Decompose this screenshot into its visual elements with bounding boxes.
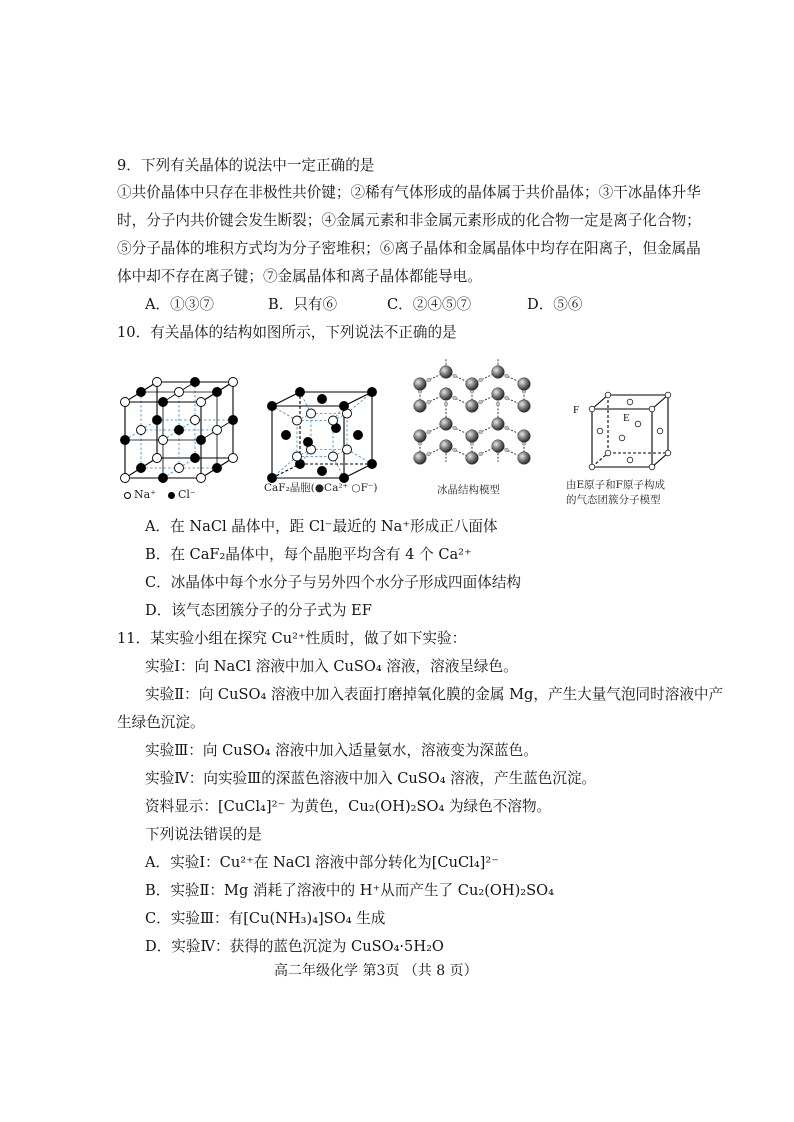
- f-atom: [649, 464, 655, 470]
- hydrogen-atom: [479, 452, 483, 456]
- nacl-unit-cell: [121, 378, 238, 483]
- q9-option-b: B．只有⑥: [268, 296, 338, 313]
- e-atom: [627, 399, 633, 405]
- hydrogen-atom: [505, 374, 509, 378]
- na-ion: [121, 474, 130, 483]
- ca-ion: [282, 431, 291, 440]
- cluster-label-f: F: [573, 404, 580, 416]
- hydrogen-atom: [444, 402, 448, 406]
- ca-ion: [368, 460, 377, 469]
- f-atom: [665, 450, 671, 456]
- q11-experiment-3: 实验Ⅲ：向 CuSO₄ 溶液中加入适量氨水，溶液变为深蓝色。: [145, 742, 538, 759]
- na-ion: [213, 426, 222, 435]
- caf2-caption: CaF₂晶胞(●Ca²⁺ ○F⁻): [264, 482, 378, 494]
- na-ion: [137, 426, 146, 435]
- cl-ion: [197, 436, 206, 445]
- q9-body-line: ⑤分子晶体的堆积方式均为分子密堆积；⑥离子晶体和金属晶体中均存在阳离子，但金属晶: [117, 240, 701, 257]
- q9-option-c: C．②④⑤⑦: [387, 296, 472, 313]
- nacl-legend-na-label: Na⁺: [134, 488, 156, 501]
- q11-option-c: C．实验Ⅲ：有[Cu(NH₃)₄]SO₄ 生成: [145, 910, 386, 927]
- q10-option-b: B．在 CaF₂晶体中，每个晶胞平均含有 4 个 Ca²⁺: [145, 546, 472, 563]
- na-ion: [229, 454, 238, 463]
- ice-caption: 冰晶结构模型: [437, 484, 500, 496]
- f-ion: [293, 452, 302, 461]
- ca-ion: [268, 402, 277, 411]
- hydrogen-atom: [496, 402, 500, 406]
- filled-circle-icon: [168, 492, 175, 499]
- q10-option-d: D．该气态团簇分子的分子式为 EF: [145, 602, 372, 619]
- oxygen-atom: [466, 400, 479, 413]
- ca-ion: [296, 388, 305, 397]
- hydrogen-atom: [453, 396, 457, 400]
- nacl-legend: [124, 488, 196, 501]
- nacl-legend-cl-label: Cl⁻: [178, 488, 196, 501]
- oxygen-atom: [466, 452, 479, 465]
- na-ion: [175, 388, 184, 397]
- oxygen-atom: [492, 388, 505, 401]
- na-ion: [153, 454, 162, 463]
- ca-ion: [368, 388, 377, 397]
- cl-ion: [137, 464, 146, 473]
- cl-ion: [137, 388, 146, 397]
- e-atom: [597, 428, 603, 434]
- cluster-caption-line: 由E原子和F原子构成: [566, 479, 665, 491]
- f-atom: [589, 464, 595, 470]
- oxygen-atom: [518, 452, 531, 465]
- q11-option-d: D．实验Ⅳ：获得的蓝色沉淀为 CuSO₄·5H₂O: [145, 938, 444, 955]
- q9-body-line: 体中却不存在离子键；⑦金属晶体和离子晶体都能导电。: [117, 268, 482, 285]
- oxygen-atom: [466, 378, 479, 391]
- q11-experiment-1: 实验Ⅰ：向 NaCl 溶液中加入 CuSO₄ 溶液，溶液呈绿色。: [145, 658, 518, 675]
- f-atom: [665, 392, 671, 398]
- cl-ion: [213, 388, 222, 397]
- hydrogen-atom: [427, 430, 431, 434]
- q9-option-d: D．⑤⑥: [527, 296, 583, 313]
- q10-option-a: A．在 NaCl 晶体中，距 Cl⁻最近的 Na⁺形成正八面体: [145, 518, 498, 535]
- hydrogen-atom: [479, 430, 483, 434]
- hydrogen-atom: [453, 374, 457, 378]
- cl-ion: [175, 426, 184, 435]
- e-atom: [619, 435, 625, 441]
- q11-experiment-2: 实验Ⅱ：向 CuSO₄ 溶液中加入表面打磨掉氧化膜的金属 Mg，产生大量气泡同时溶液中产: [145, 686, 724, 703]
- f-atom: [605, 450, 611, 456]
- f-ion: [329, 452, 338, 461]
- q11-prompt: 下列说法错误的是: [145, 826, 262, 843]
- cl-ion: [191, 378, 200, 387]
- q10-stem: 10．有关晶体的结构如图所示，下列说法不正确的是: [117, 324, 457, 341]
- cluster-caption-line: 的气态团簇分子模型: [566, 494, 661, 506]
- f-ion: [329, 416, 338, 425]
- na-ion: [121, 398, 130, 407]
- cluster-molecule-model: [589, 392, 671, 470]
- hydrogen-atom: [479, 378, 483, 382]
- cl-ion: [213, 464, 222, 473]
- na-ion: [159, 436, 168, 445]
- oxygen-atom: [518, 400, 531, 413]
- oxygen-atom: [440, 418, 453, 431]
- cl-ion: [153, 416, 162, 425]
- hydrogen-atom: [427, 378, 431, 382]
- cl-ion: [159, 398, 168, 407]
- q9-option-a: A．①③⑦: [145, 296, 214, 313]
- f-ion: [307, 409, 316, 418]
- oxygen-atom: [440, 366, 453, 379]
- hydrogen-atom: [453, 448, 457, 452]
- cl-ion: [229, 416, 238, 425]
- oxygen-atom: [492, 366, 505, 379]
- ca-ion: [340, 402, 349, 411]
- q11-stem: 11．某实验小组在探究 Cu²⁺性质时，做了如下实验：: [117, 630, 467, 647]
- q9-stem: 9．下列有关晶体的说法中一定正确的是: [117, 157, 375, 174]
- oxygen-atom: [466, 430, 479, 443]
- ca-ion: [318, 395, 327, 404]
- ice-structure-model: [414, 358, 531, 464]
- page-footer: 高二年级化学 第3页 （共 8 页）: [274, 963, 478, 979]
- oxygen-atom: [518, 430, 531, 443]
- cl-ion: [191, 454, 200, 463]
- f-atom: [649, 406, 655, 412]
- ca-ion: [354, 431, 363, 440]
- q11-option-a: A．实验Ⅰ：Cu²⁺在 NaCl 溶液中部分转化为[CuCl₄]²⁻: [145, 854, 499, 871]
- f-ion: [343, 445, 352, 454]
- crystal-structure-figures: [0, 340, 794, 520]
- hydrogen-atom: [505, 396, 509, 400]
- f-ion: [293, 416, 302, 425]
- cluster-label-e: E: [623, 412, 630, 424]
- oxygen-atom: [492, 418, 505, 431]
- e-atom: [657, 428, 663, 434]
- oxygen-atom: [414, 452, 427, 465]
- q10-option-c: C．冰晶体中每个水分子与另外四个水分子形成四面体结构: [145, 574, 522, 591]
- oxygen-atom: [440, 388, 453, 401]
- oxygen-atom: [492, 440, 505, 453]
- e-atom: [627, 457, 633, 463]
- open-circle-icon: [124, 492, 131, 499]
- hydrogen-atom: [479, 400, 483, 404]
- cl-ion: [121, 436, 130, 445]
- oxygen-atom: [414, 400, 427, 413]
- na-ion: [197, 398, 206, 407]
- na-ion: [229, 378, 238, 387]
- q11-info: 资料显示：[CuCl₄]²⁻ 为黄色，Cu₂(OH)₂SO₄ 为绿色不溶物。: [145, 798, 552, 815]
- ca-ion: [304, 438, 313, 447]
- na-ion: [175, 464, 184, 473]
- cl-ion: [159, 474, 168, 483]
- f-atom: [589, 406, 595, 412]
- e-atom: [635, 421, 641, 427]
- hydrogen-atom: [505, 448, 509, 452]
- q11-option-b: B．实验Ⅱ：Mg 消耗了溶液中的 H⁺从而产生了 Cu₂(OH)₂SO₄: [145, 882, 554, 899]
- oxygen-atom: [414, 378, 427, 391]
- ca-ion: [318, 467, 327, 476]
- q11-experiment-2-cont: 生绿色沉淀。: [117, 714, 205, 731]
- oxygen-atom: [518, 378, 531, 391]
- q9-body-line: 时，分子内共价键会发生断裂；④金属元素和非金属元素形成的化合物一定是离子化合物；: [117, 212, 701, 229]
- f-atom: [605, 392, 611, 398]
- q11-experiment-4: 实验Ⅳ：向实验Ⅲ的深蓝色溶液中加入 CuSO₄ 溶液，产生蓝色沉淀。: [145, 770, 597, 787]
- hydrogen-atom: [505, 426, 509, 430]
- na-ion: [153, 378, 162, 387]
- q9-body-line: ①共价晶体中只存在非极性共价键；②稀有气体形成的晶体属于共价晶体；③干冰晶体升华: [117, 184, 701, 201]
- na-ion: [191, 416, 200, 425]
- caf2-unit-cell: [268, 388, 377, 483]
- hydrogen-atom: [427, 400, 431, 404]
- hydrogen-atom: [427, 452, 431, 456]
- na-ion: [197, 474, 206, 483]
- hydrogen-atom: [453, 426, 457, 430]
- oxygen-atom: [414, 430, 427, 443]
- oxygen-atom: [440, 440, 453, 453]
